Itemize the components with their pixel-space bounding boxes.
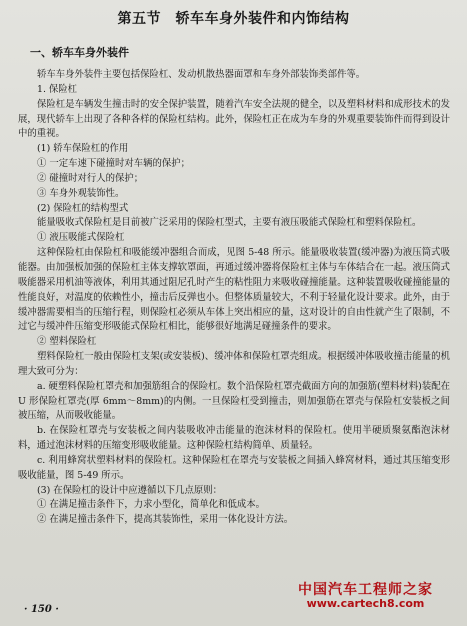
paragraph-intro: 轿车车身外装件主要包括保险杠、发动机散热器面罩和车身外部装饰类部件等。 xyxy=(37,69,366,80)
list-item-principle-1: ① 在满足撞击条件下，力求小型化，简单化和低成本。 xyxy=(37,499,265,511)
list-item-function-2: ② 碰撞时对行人的保护； xyxy=(37,172,144,184)
list-item-principle-2: ② 在满足撞击条件下，提高其装饰性，采用一体化设计方法。 xyxy=(37,514,294,526)
paragraph-type-b: b. 在保险杠罩壳与安装板之间内装吸收冲击能量的泡沫材料的保险杠。使用半硬质聚氨酯泡沫材料，通过泡沫材料的压缩变形吸收能量。这种保险杠结构简单、质量轻。 xyxy=(18,425,450,452)
section-title: 第五节 轿车车身外装件和内饰结构 xyxy=(117,11,350,27)
paragraph-hydraulic-bumper: 这种保险杠由保险杠和吸能缓冲器组合而成，见图 5-48 所示。能量吸收装置(缓冲器)为液压筒式吸能器。由加强板加强的保险杠主体支撑软罩面，再通过缓冲器将保险杠主体与车体结合在一起。液压筒式吸能器采用机油等液体，利用其通过阻尼孔时产生的粘性阻力来吸收碰撞能量。这种装置吸收碰撞能量的性能良好，对温度的依赖性小，撞击后反弹也小。但整体质量较大，不利于轻量化设计要求。此外，由于缓冲器需要相当的压缩行程，则保险杠必须从车体上突出相应的量，这对设计的自由性就产生了限制，不过它与缓冲件压缩变形吸能式保险杠相比，能够很好地满足碰撞条件的要求。 xyxy=(18,247,450,333)
subheading-bumper: 1. 保险杠 xyxy=(37,83,78,95)
body-text xyxy=(18,68,450,528)
paragraph-type-a: a. 硬塑料保险杠罩壳和加强筋组合的保险杠。数个沿保险杠罩壳截面方向的加强筋(塑料材料)装配在 U 形保险杠罩壳(厚 6mm～8mm)的内侧。一旦保险杠受到撞击，则加强筋在罩壳与保险杠安装板之间被压缩，从而吸收能量。 xyxy=(18,380,450,422)
paragraph-bumper-overview: 保险杠是车辆发生撞击时的安全保护装置，随着汽车安全法规的健全，以及塑料材料和成形技术的发展，现代轿车上出现了各种各样的保险杠结构。此外，保险杠正在成为车身的外观重要装饰件而得到设计中的重视。 xyxy=(18,98,450,140)
subheading-hydraulic-bumper: ① 液压吸能式保险杠 xyxy=(37,232,125,244)
subheading-bumper-structure: (2) 保险杠的结构型式 xyxy=(37,202,129,214)
watermark xyxy=(298,583,433,609)
paragraph-energy-absorbing: 能量吸收式保险杠是目前被广泛采用的保险杠型式，主要有液压吸能式保险杠和塑料保险杠。 xyxy=(37,217,422,229)
list-item-function-3: ③ 车身外观装饰性。 xyxy=(37,187,125,199)
subheading-plastic-bumper: ② 塑料保险杠 xyxy=(37,336,97,348)
page-number: · 150 · xyxy=(24,604,59,615)
watermark-title: 中国汽车工程师之家 xyxy=(298,582,433,598)
paragraph-plastic-bumper: 塑料保险杠一般由保险杠支架(或安装板)、缓冲体和保险杠罩壳组成。根据缓冲体吸收撞击能量的机理大致可分为： xyxy=(18,351,450,377)
subheading-bumper-function: (1) 轿车保险杠的作用 xyxy=(37,143,129,155)
paragraph-type-c: c. 利用蜂窝状塑料材料的保险杠。这种保险杠在罩壳与安装板之间插入蜂窝材料，通过其压缩变形吸收能量，图 5-49 所示。 xyxy=(18,454,450,481)
list-item-function-1: ① 一定车速下碰撞时对车辆的保护； xyxy=(37,158,190,170)
subheading-design-principles: (3) 在保险杠的设计中应遵循以下几点原则： xyxy=(37,484,223,496)
heading-exterior-parts: 一、轿车车身外装件 xyxy=(30,46,129,59)
watermark-url: www.cartech8.com xyxy=(306,597,425,610)
